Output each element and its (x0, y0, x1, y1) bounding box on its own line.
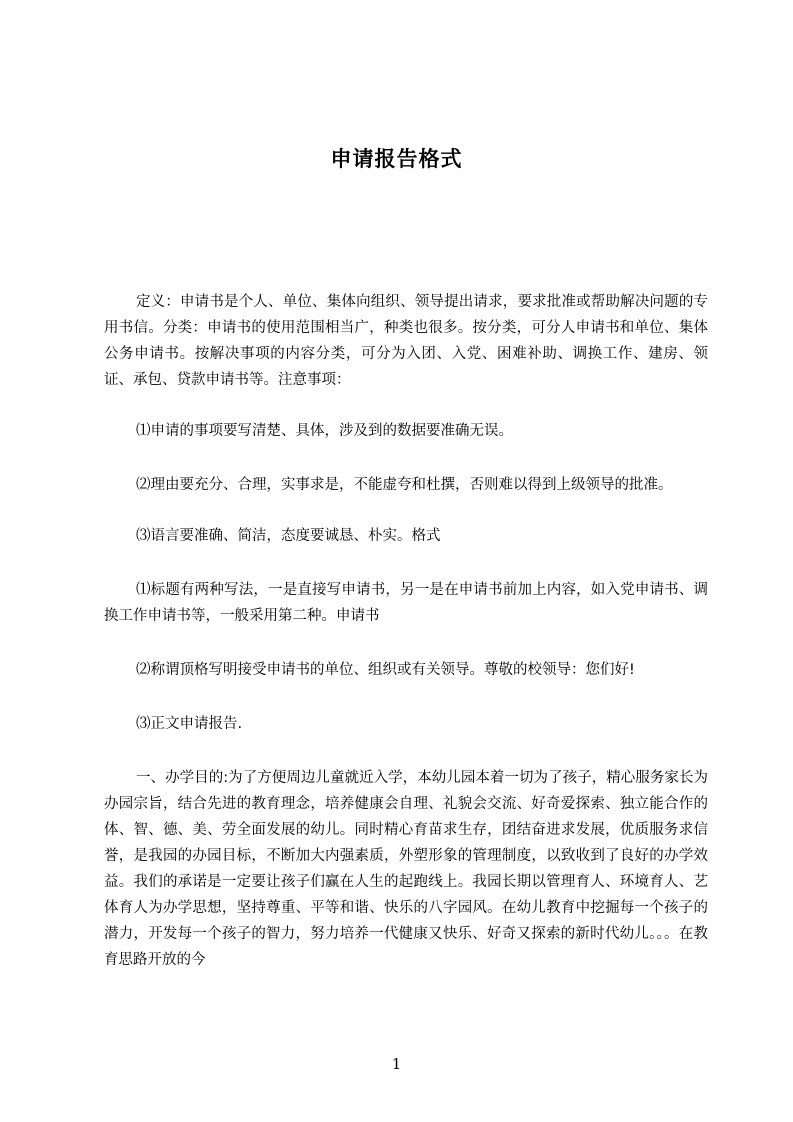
paragraph-format-1: ⑴标题有两种写法，一是直接写申请书，另一是在申请书前加上内容，如入党申请书、调换工作申请书等，一般采用第二种。申请书 (104, 582, 708, 624)
document-body (104, 289, 708, 973)
page-title: 申请报告格式 (330, 147, 463, 171)
paragraph-format-2: ⑵称谓顶格写明接受申请书的单位、组织或有关领导。尊敬的校领导：您们好! (136, 662, 635, 678)
paragraph-note-1: ⑴申请的事项要写清楚、具体，涉及到的数据要准确无误。 (136, 423, 513, 439)
paragraph-note-2: ⑵理由要充分、合理，实事求是，不能虚夸和杜撰，否则难以得到上级领导的批准。 (136, 477, 673, 493)
paragraph-purpose: 一、办学目的:为了方便周边儿童就近入学，本幼儿园本着一切为了孩子，精心服务家长为办园宗旨，结合先进的教育理念，培养健康会自理、礼貌会交流、好奇爱探索、独立能合作的体、智、德、美、劳全面发展的幼儿。同时精心育苗求生存，团结奋进求发展，优质服务求信誉，是我园的办园目标，不断加大内强素质，外塑形象的管理制度，以致收到了良好的办学效益。我们的承诺是一定要让孩子们赢在人生的起跑线上。我园长期以管理育人、环境育人、艺体育人为办学思想，坚持尊重、平等和谐、快乐的八字园风。在幼儿教育中挖掘每一个孩子的潜力，开发每一个孩子的智力，努力培养一代健康又快乐、好奇又探索的新时代幼儿。。。在教育思路开放的今 (104, 770, 708, 968)
paragraph-note-3: ⑶语言要准确、简洁，态度要诚恳、朴实。格式 (136, 528, 441, 544)
paragraph-format-3: ⑶正文申请报告. (136, 716, 243, 732)
page-number: 1 (391, 1055, 402, 1073)
paragraph-definition: 定义：申请书是个人、单位、集体向组织、领导提出请求，要求批准或帮助解决问题的专用书信。分类：申请书的使用范围相当广，种类也很多。按分类，可分人申请书和单位、集体公务申请书。按解决事项的内容分类，可分为入团、入党、困难补助、调换工作、建房、领证、承包、贷款申请书等。注意事项： (104, 294, 708, 388)
